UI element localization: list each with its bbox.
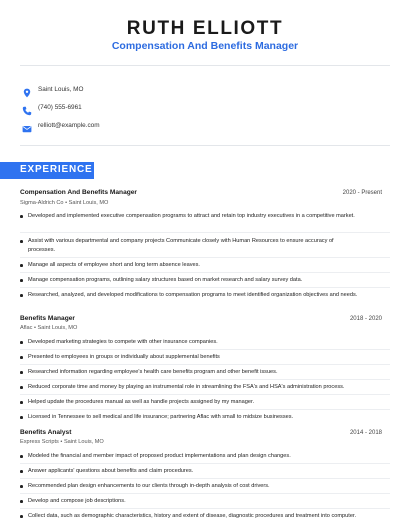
contact-email-text: relliott@example.com: [38, 122, 100, 129]
bullet-dot: [20, 294, 23, 297]
bullet-text: Develop and compose job descriptions.: [28, 498, 126, 504]
bullet-dot: [20, 341, 23, 344]
job-title: Benefits Manager: [20, 315, 75, 322]
bullet-dot: [20, 356, 23, 359]
bullet-text: Presented to employees in groups or individually about supplemental benefits: [28, 354, 220, 360]
divider: [20, 364, 390, 365]
divider: [20, 287, 390, 288]
meta-separator: •: [34, 325, 38, 331]
bullet-text: Licensed in Tennessee to sell medical and life insurance; partnering Aflac with small to midsize businesses.: [28, 414, 294, 420]
divider: [20, 394, 390, 395]
divider: [20, 272, 390, 273]
bullet-dot: [20, 401, 23, 404]
bullet-dot: [20, 386, 23, 389]
bullet-text: Recommended plan design enhancements to our clients through in-depth analysis of cost drivers.: [28, 483, 270, 489]
divider: [20, 379, 390, 380]
divider: [20, 493, 390, 494]
job-company-location: [20, 200, 108, 206]
bullet-dot: [20, 485, 23, 488]
bullet-dot: [20, 215, 23, 218]
meta-separator: •: [65, 200, 69, 206]
job-dates: 2020 - Present: [342, 190, 382, 196]
location-pin-icon: [22, 85, 32, 95]
divider: [20, 409, 390, 410]
bullet-dot: [20, 264, 23, 267]
job-company-location: [20, 325, 77, 331]
bullet-text: Manage compensation programs, outlining salary structures based on market research and salary survey data.: [28, 277, 303, 283]
job-company: Express Scripts: [20, 439, 59, 445]
bullet-text: Answer applicants' questions about benefits and claim procedures.: [28, 468, 194, 474]
bullet-dot: [20, 279, 23, 282]
bullet-dot: [20, 470, 23, 473]
contact-location-text: Saint Louis, MO: [38, 86, 84, 93]
contact-phone-text: (740) 555-6961: [38, 104, 82, 111]
job-title: Benefits Analyst: [20, 429, 72, 436]
job-dates: 2014 - 2018: [349, 430, 382, 436]
bullet-text: Modeled the financial and member impact of proposed product implementations and plan design changes.: [28, 453, 291, 459]
email-icon: [22, 121, 32, 131]
job-title: Compensation And Benefits Manager: [20, 189, 137, 196]
bullet-dot: [20, 371, 23, 374]
bullet-dot: [20, 515, 23, 518]
meta-separator: •: [60, 439, 64, 445]
contact-divider: [20, 145, 390, 146]
divider: [20, 463, 390, 464]
bullet-text: Researched, analyzed, and developed modifications to compensation programs to meet identified organization objectives and needs.: [28, 292, 358, 298]
divider: [20, 478, 390, 479]
job-location: Saint Louis, MO: [37, 325, 78, 331]
bullet-text: Manage all aspects of employee short and long term absence leaves.: [28, 262, 200, 268]
bullet-text: Developed marketing strategies to compete with other insurance companies.: [28, 339, 218, 345]
job-dates: 2018 - 2020: [349, 316, 382, 322]
header-divider: [20, 65, 390, 66]
divider: [20, 349, 390, 350]
candidate-name: RUTH ELLIOTT: [126, 18, 284, 39]
job-company-location: [20, 439, 104, 445]
bullet-text: Collect data, such as demographic characteristics, history and extent of disease, diagnostic procedures and treatment into computer.: [28, 513, 357, 519]
bullet-text: Researched information regarding employee's health care benefits program and other benefit issues.: [28, 369, 278, 375]
divider: [20, 508, 390, 509]
bullet-text: Reduced corporate time and money by playing an instrumental role in streamlining the FSA's and HSA's administration process.: [28, 384, 345, 390]
candidate-title: Compensation And Benefits Manager: [111, 40, 299, 52]
bullet-text: Developed and implemented executive compensation programs to attract and retain top industry executives in a competitive market.: [28, 213, 355, 219]
contact-phone: [22, 103, 322, 115]
job-company: Aflac: [20, 325, 33, 331]
divider: [20, 257, 390, 258]
bullet-dot: [20, 500, 23, 503]
job-location: Saint Louis, MO: [63, 439, 104, 445]
bullet-dot: [20, 240, 23, 243]
contact-email: [22, 121, 322, 133]
section-heading-experience: EXPERIENCE: [20, 164, 93, 175]
bullet-text: Assist with various departmental and company projects Communicate closely with Human Resources to ensure accuracy of processes.: [28, 238, 334, 253]
job-company: Sigma-Aldrich Co: [20, 200, 64, 206]
bullet-dot: [20, 455, 23, 458]
job-location: Saint Louis, MO: [68, 200, 109, 206]
phone-icon: [22, 103, 32, 113]
contact-location: [22, 85, 322, 97]
bullet-dot: [20, 416, 23, 419]
divider: [20, 232, 390, 233]
bullet-text: Helped update the procedures manual as well as handle projects assigned by my manager.: [28, 399, 255, 405]
